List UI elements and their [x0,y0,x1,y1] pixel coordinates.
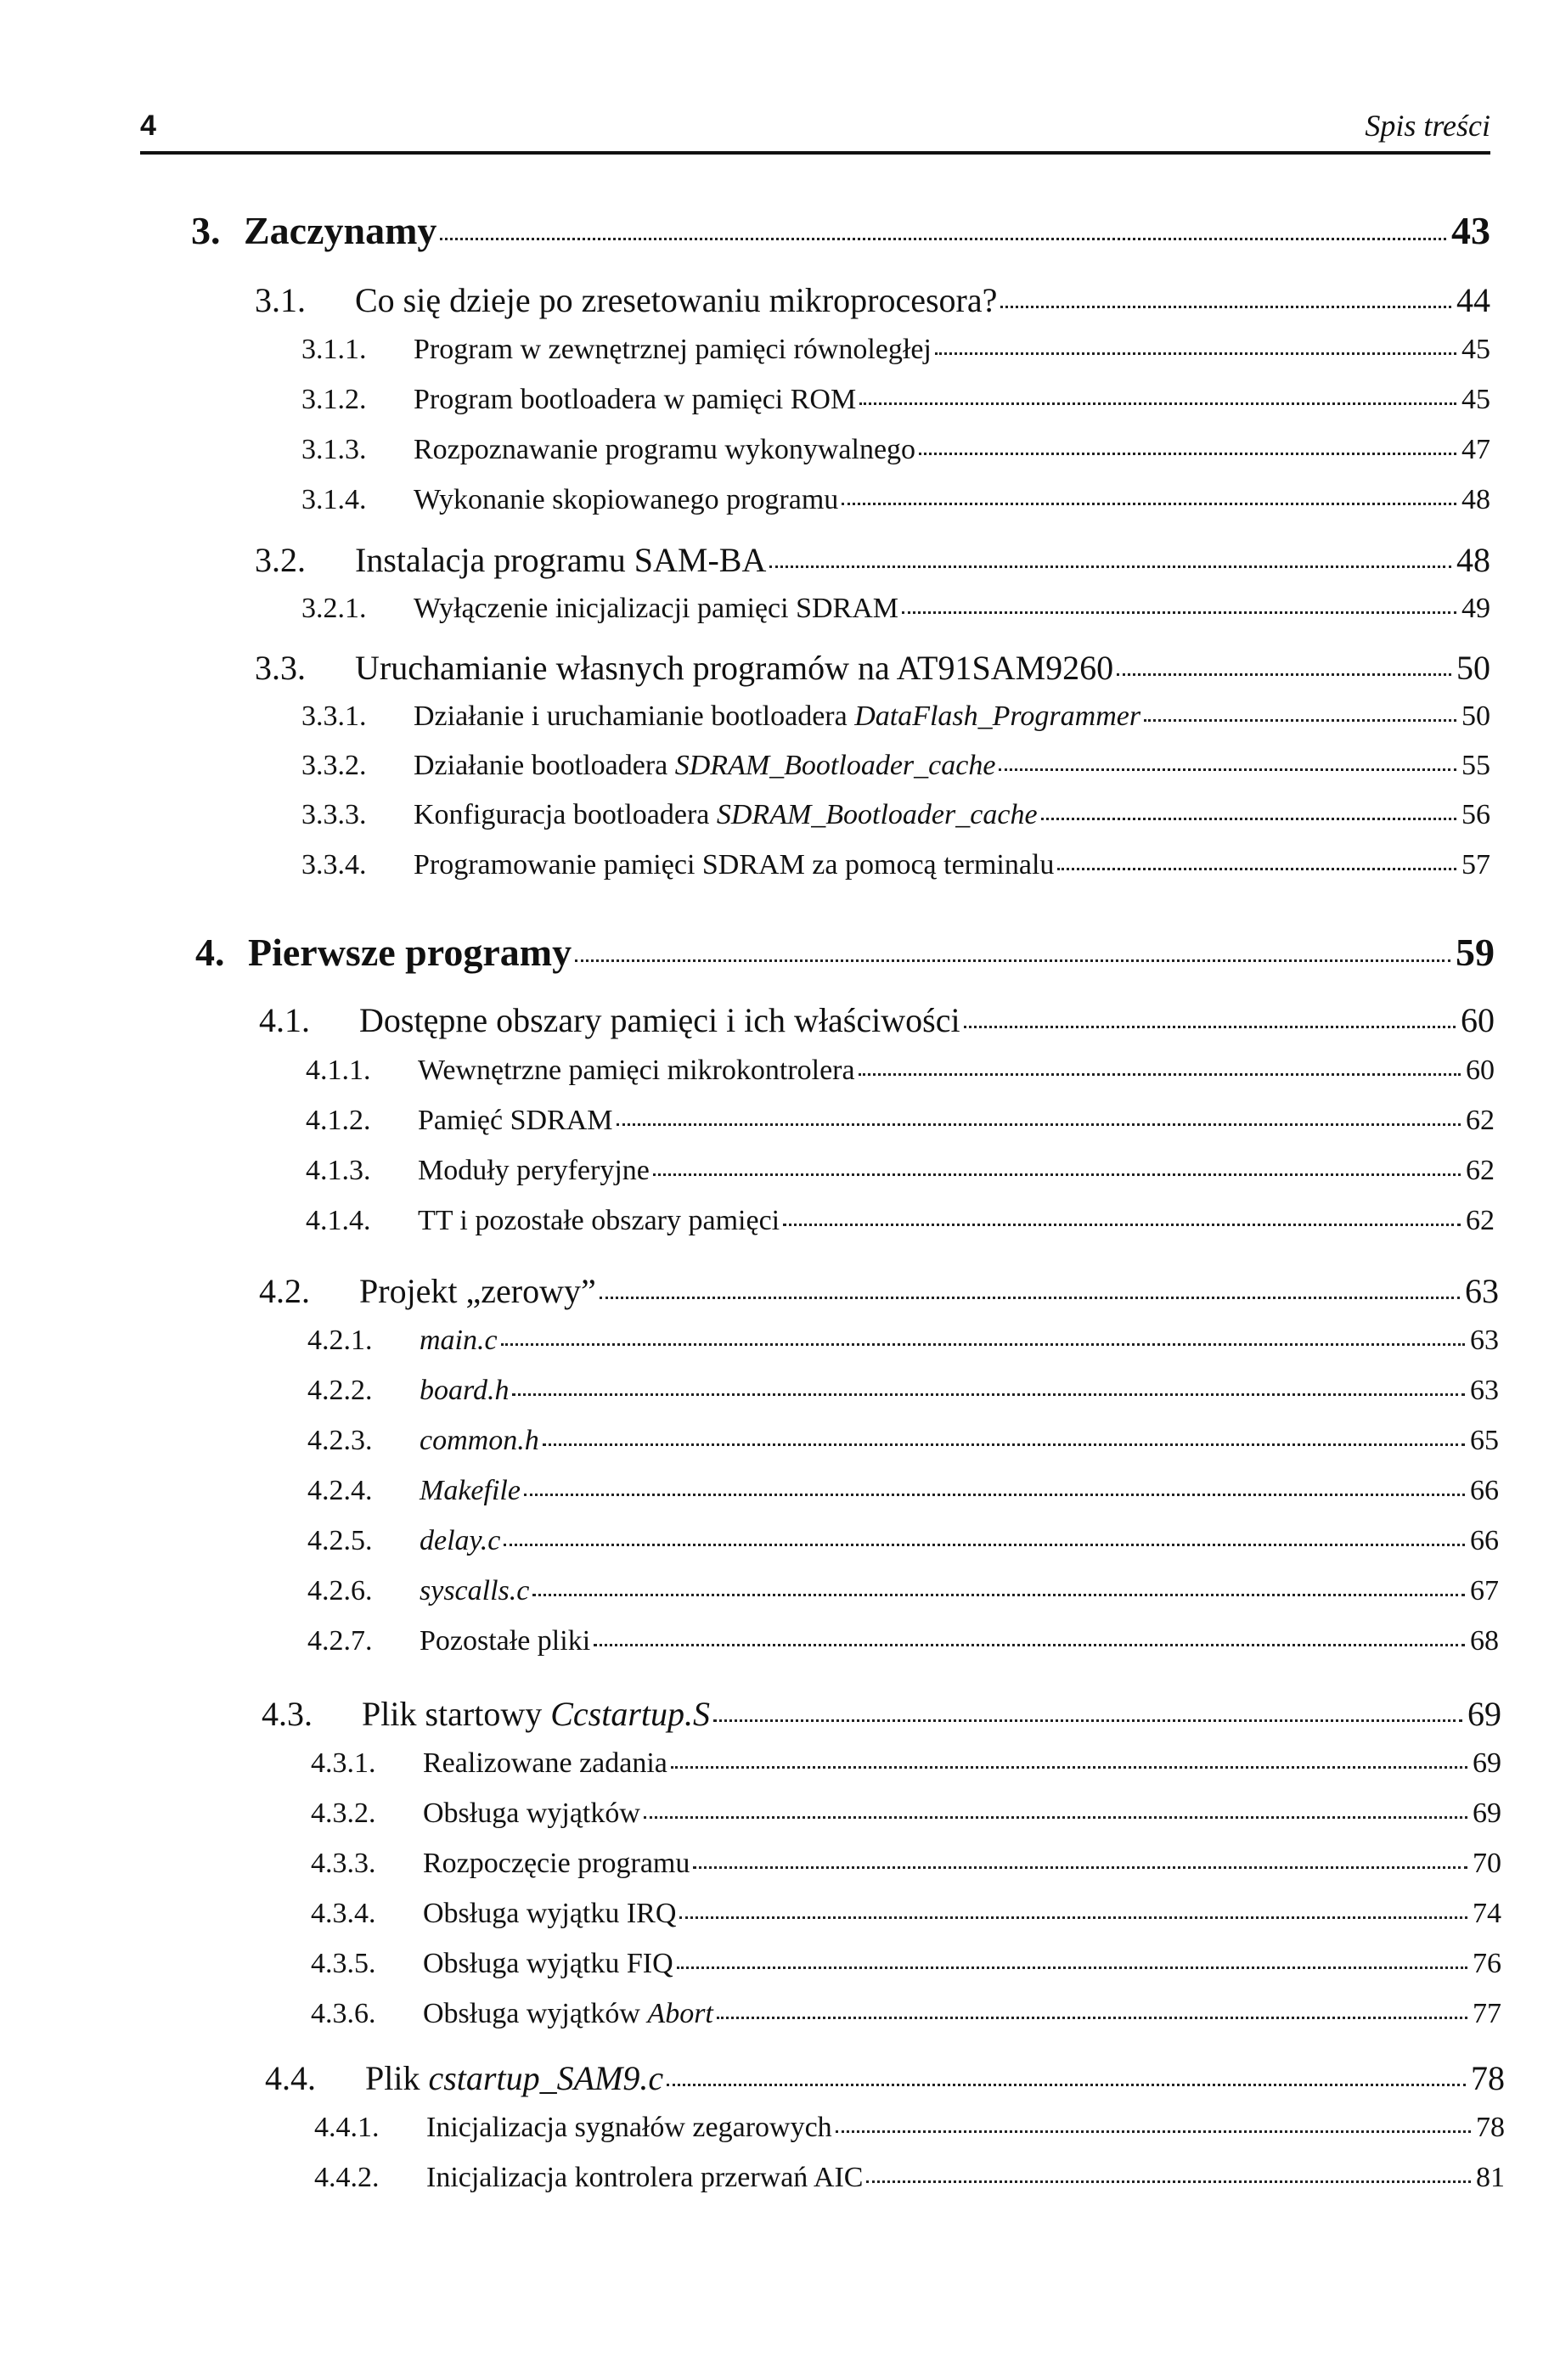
toc-subsection [314,2112,1505,2144]
toc-page: 47 [1461,434,1490,465]
dot-leader [1000,306,1451,308]
toc-page: 45 [1461,384,1490,415]
toc-page: 81 [1476,2162,1505,2193]
toc-section [255,648,1490,688]
toc-title: Program bootloadera w pamięci ROM [414,384,857,415]
toc-section [259,1000,1495,1040]
dot-leader [964,1026,1456,1028]
dot-leader [575,959,1450,962]
toc-title: Inicjalizacja kontrolera przerwań AIC [426,2162,864,2193]
toc-page: 50 [1461,700,1490,732]
dot-leader [717,2017,1467,2019]
toc-number: 3. [191,209,221,252]
toc-page: 43 [1451,209,1490,252]
toc-title: Rozpoznawanie programu wykonywalnego [414,434,916,465]
toc-title: Co się dzieje po zresetowaniu mikroprocesora? [355,281,998,319]
toc-subsection [307,1625,1499,1657]
toc-title-italic: Abort [647,1998,713,2029]
toc-page: 76 [1473,1948,1501,1979]
toc-page: 69 [1467,1695,1501,1733]
toc-chapter-3 [191,208,1490,253]
toc-number: 4.2. [259,1272,310,1310]
toc-page: 60 [1461,1001,1495,1039]
dot-leader [440,238,1446,240]
toc-page: 49 [1461,593,1490,624]
toc-page: 68 [1470,1625,1499,1657]
dot-leader [679,1916,1467,1919]
toc-number: 4.2.1. [307,1325,373,1356]
dot-leader [859,402,1456,405]
toc-page: 62 [1466,1155,1495,1186]
toc-subsection [301,334,1490,366]
toc-number: 3.1. [255,281,306,319]
toc-subsection [306,1205,1495,1237]
toc-page: 62 [1466,1205,1495,1236]
toc-subsection [301,849,1490,881]
toc-number: 4.1.4. [306,1205,371,1236]
toc-page: 63 [1470,1325,1499,1356]
toc-subsection [301,700,1490,733]
toc-number: 4.3. [262,1695,313,1733]
toc-page: 69 [1473,1798,1501,1829]
page-header [140,106,1490,157]
dot-leader [1117,673,1451,676]
toc-number: 3.1.4. [301,484,367,515]
toc-subsection [311,1848,1501,1880]
toc-subsection [306,1055,1495,1087]
toc-subsection [301,484,1490,516]
toc-chapter-4 [195,930,1495,975]
toc-subsection [311,1998,1501,2030]
toc-title: Program w zewnętrznej pamięci równoległej [414,334,932,365]
toc-title: Makefile [420,1475,521,1506]
toc-page: 60 [1466,1055,1495,1086]
dot-leader [594,1644,1465,1646]
toc-title: board.h [420,1375,510,1406]
toc-subsection [311,1898,1501,1930]
toc-page: 59 [1456,931,1495,974]
toc-number: 3.3.2. [301,750,367,781]
toc-title: Pamięć SDRAM [418,1105,613,1136]
toc-title-text: Obsługa wyjątków [423,1998,648,2029]
dot-leader [1144,719,1456,722]
toc-page: 66 [1470,1525,1499,1556]
dot-leader [600,1297,1460,1299]
toc-page: 74 [1473,1898,1501,1929]
toc-number: 4.3.6. [311,1998,376,2029]
toc-subsection [301,593,1490,625]
toc-title: syscalls.c [420,1575,530,1606]
toc-title-italic: Ccstartup.S [550,1695,711,1733]
toc-number: 4.2.3. [307,1425,373,1456]
dot-leader [524,1494,1465,1496]
toc-subsection [307,1575,1499,1607]
toc-title-text: Działanie i uruchamianie bootloadera [414,700,855,732]
toc-number: 3.2. [255,541,306,579]
toc-subsection [307,1375,1499,1407]
toc-title: Pozostałe pliki [420,1625,591,1657]
toc-section [262,1694,1501,1734]
dot-leader [769,565,1451,568]
toc-title: TT i pozostałe obszary pamięci [418,1205,780,1236]
toc-number: 4.4.1. [314,2112,380,2143]
dot-leader [617,1123,1461,1126]
toc-subsection [307,1325,1499,1357]
toc-title [414,799,1038,831]
toc-page: 70 [1473,1848,1501,1879]
toc-number: 4.1. [259,1001,310,1039]
toc-number: 3.2.1. [301,593,367,624]
toc-number: 4.2.7. [307,1625,373,1657]
toc-section [265,2058,1505,2098]
dot-leader [859,1073,1461,1076]
toc-title: Obsługa wyjątku FIQ [423,1948,673,1979]
toc-number: 3.3.3. [301,799,367,830]
dot-leader [644,1816,1467,1819]
toc-title: Wykonanie skopiowanego programu [414,484,839,515]
toc-title [414,750,995,782]
toc-title-text: Plik startowy [362,1695,551,1733]
toc-title: main.c [420,1325,498,1356]
toc-subsection [307,1525,1499,1557]
toc-page: 63 [1465,1272,1499,1310]
toc-title: Instalacja programu SAM-BA [355,541,767,579]
toc-number: 4.3.1. [311,1747,376,1779]
dot-leader [667,2084,1466,2086]
toc-page: 77 [1473,1998,1501,2029]
toc-number: 4.1.2. [306,1105,371,1136]
toc-section [255,540,1490,580]
toc-page: 78 [1476,2112,1505,2143]
toc-title [414,700,1140,733]
toc-number: 4.1.1. [306,1055,371,1086]
dot-leader [677,1966,1467,1969]
toc-title: delay.c [420,1525,501,1556]
toc-subsection [306,1105,1495,1137]
toc-number: 4. [195,931,225,974]
dot-leader [543,1443,1465,1446]
toc-number: 4.3.3. [311,1848,376,1879]
toc-title [362,1694,710,1734]
header-rule [140,151,1490,155]
dot-leader [504,1544,1465,1546]
toc-number: 3.1.1. [301,334,367,365]
toc-number: 3.1.2. [301,384,367,415]
toc-title: Rozpoczęcie programu [423,1848,690,1879]
toc-page: 65 [1470,1425,1499,1456]
toc-number: 4.3.2. [311,1798,376,1829]
dot-leader [1041,818,1456,820]
toc-page: 62 [1466,1105,1495,1136]
toc-page: 78 [1471,2059,1505,2097]
toc-page: 63 [1470,1375,1499,1406]
toc-title: Programowanie pamięci SDRAM za pomocą terminalu [414,849,1055,881]
toc-page: 56 [1461,799,1490,830]
dot-leader [671,1766,1467,1769]
toc-title: Projekt „zerowy” [359,1272,596,1310]
toc-subsection [301,384,1490,416]
toc-page: 67 [1470,1575,1499,1606]
toc-number: 4.3.4. [311,1898,376,1929]
toc-page: 48 [1456,541,1490,579]
toc-section [255,280,1490,320]
running-title: Spis treści [1365,109,1490,143]
toc-page: 57 [1461,849,1490,881]
toc-subsection [306,1155,1495,1187]
toc-title: Moduły peryferyjne [418,1155,650,1186]
toc-title: Wewnętrzne pamięci mikrokontrolera [418,1055,855,1086]
page-number: 4 [140,110,156,142]
dot-leader [783,1224,1461,1226]
dot-leader [842,503,1456,505]
dot-leader [693,1866,1467,1869]
toc-subsection [311,1948,1501,1980]
dot-leader [532,1594,1465,1596]
dot-leader [866,2180,1471,2183]
toc-title-italic: SDRAM_Bootloader_cache [716,799,1038,830]
toc-number: 4.2.5. [307,1525,373,1556]
toc-subsection [311,1747,1501,1780]
toc-number: 3.3. [255,649,306,687]
toc-title: Wyłączenie inicjalizacji pamięci SDRAM [414,593,899,624]
dot-leader [919,453,1456,455]
dot-leader [653,1173,1461,1176]
toc-subsection [311,1798,1501,1830]
toc-subsection [301,799,1490,831]
toc-title [365,2058,663,2098]
toc-title: Dostępne obszary pamięci i ich właściwości [359,1001,960,1039]
toc-title: Realizowane zadania [423,1747,667,1779]
dot-leader [1057,868,1456,870]
dot-leader [713,1719,1462,1722]
dot-leader [935,352,1456,355]
toc-title [423,1998,713,2030]
toc-title-text: Działanie bootloadera [414,750,675,781]
toc-number: 4.2.2. [307,1375,373,1406]
toc-section [259,1271,1499,1311]
toc-subsection [307,1425,1499,1457]
toc-number: 4.2.4. [307,1475,373,1506]
toc-page: 66 [1470,1475,1499,1506]
toc-page: 48 [1461,484,1490,515]
toc-title: Obsługa wyjątku IRQ [423,1898,677,1929]
toc-title-italic: DataFlash_Programmer [854,700,1141,732]
toc-number: 4.1.3. [306,1155,371,1186]
dot-leader [836,2130,1471,2133]
toc-number: 3.1.3. [301,434,367,465]
toc-title: Pierwsze programy [248,931,572,974]
toc-subsection [314,2162,1505,2194]
toc-page: 44 [1456,281,1490,319]
toc-title: Inicjalizacja sygnałów zegarowych [426,2112,832,2143]
toc-number: 4.4.2. [314,2162,380,2193]
toc-number: 4.2.6. [307,1575,373,1606]
toc-subsection [301,434,1490,466]
toc-title: Obsługa wyjątków [423,1798,640,1829]
dot-leader [512,1393,1465,1396]
dot-leader [999,768,1456,771]
dot-leader [902,611,1456,614]
toc-page: 69 [1473,1747,1501,1779]
toc-subsection [307,1475,1499,1507]
toc-title-italic: SDRAM_Bootloader_cache [674,750,996,781]
toc-page: 45 [1461,334,1490,365]
toc-number: 3.3.1. [301,700,367,732]
toc-page: 55 [1461,750,1490,781]
toc-number: 4.3.5. [311,1948,376,1979]
toc-number: 4.4. [265,2059,316,2097]
dot-leader [501,1343,1465,1346]
toc-title-text: Konfiguracja bootloadera [414,799,717,830]
toc-title: Zaczynamy [244,209,437,252]
toc-subsection [301,750,1490,782]
toc-title-text: Plik [365,2059,429,2097]
toc-page: 50 [1456,649,1490,687]
toc-title: Uruchamianie własnych programów na AT91SAM9260 [355,649,1114,687]
toc-title: common.h [420,1425,539,1456]
toc-title-italic: cstartup_SAM9.c [428,2059,664,2097]
toc-number: 3.3.4. [301,849,367,881]
